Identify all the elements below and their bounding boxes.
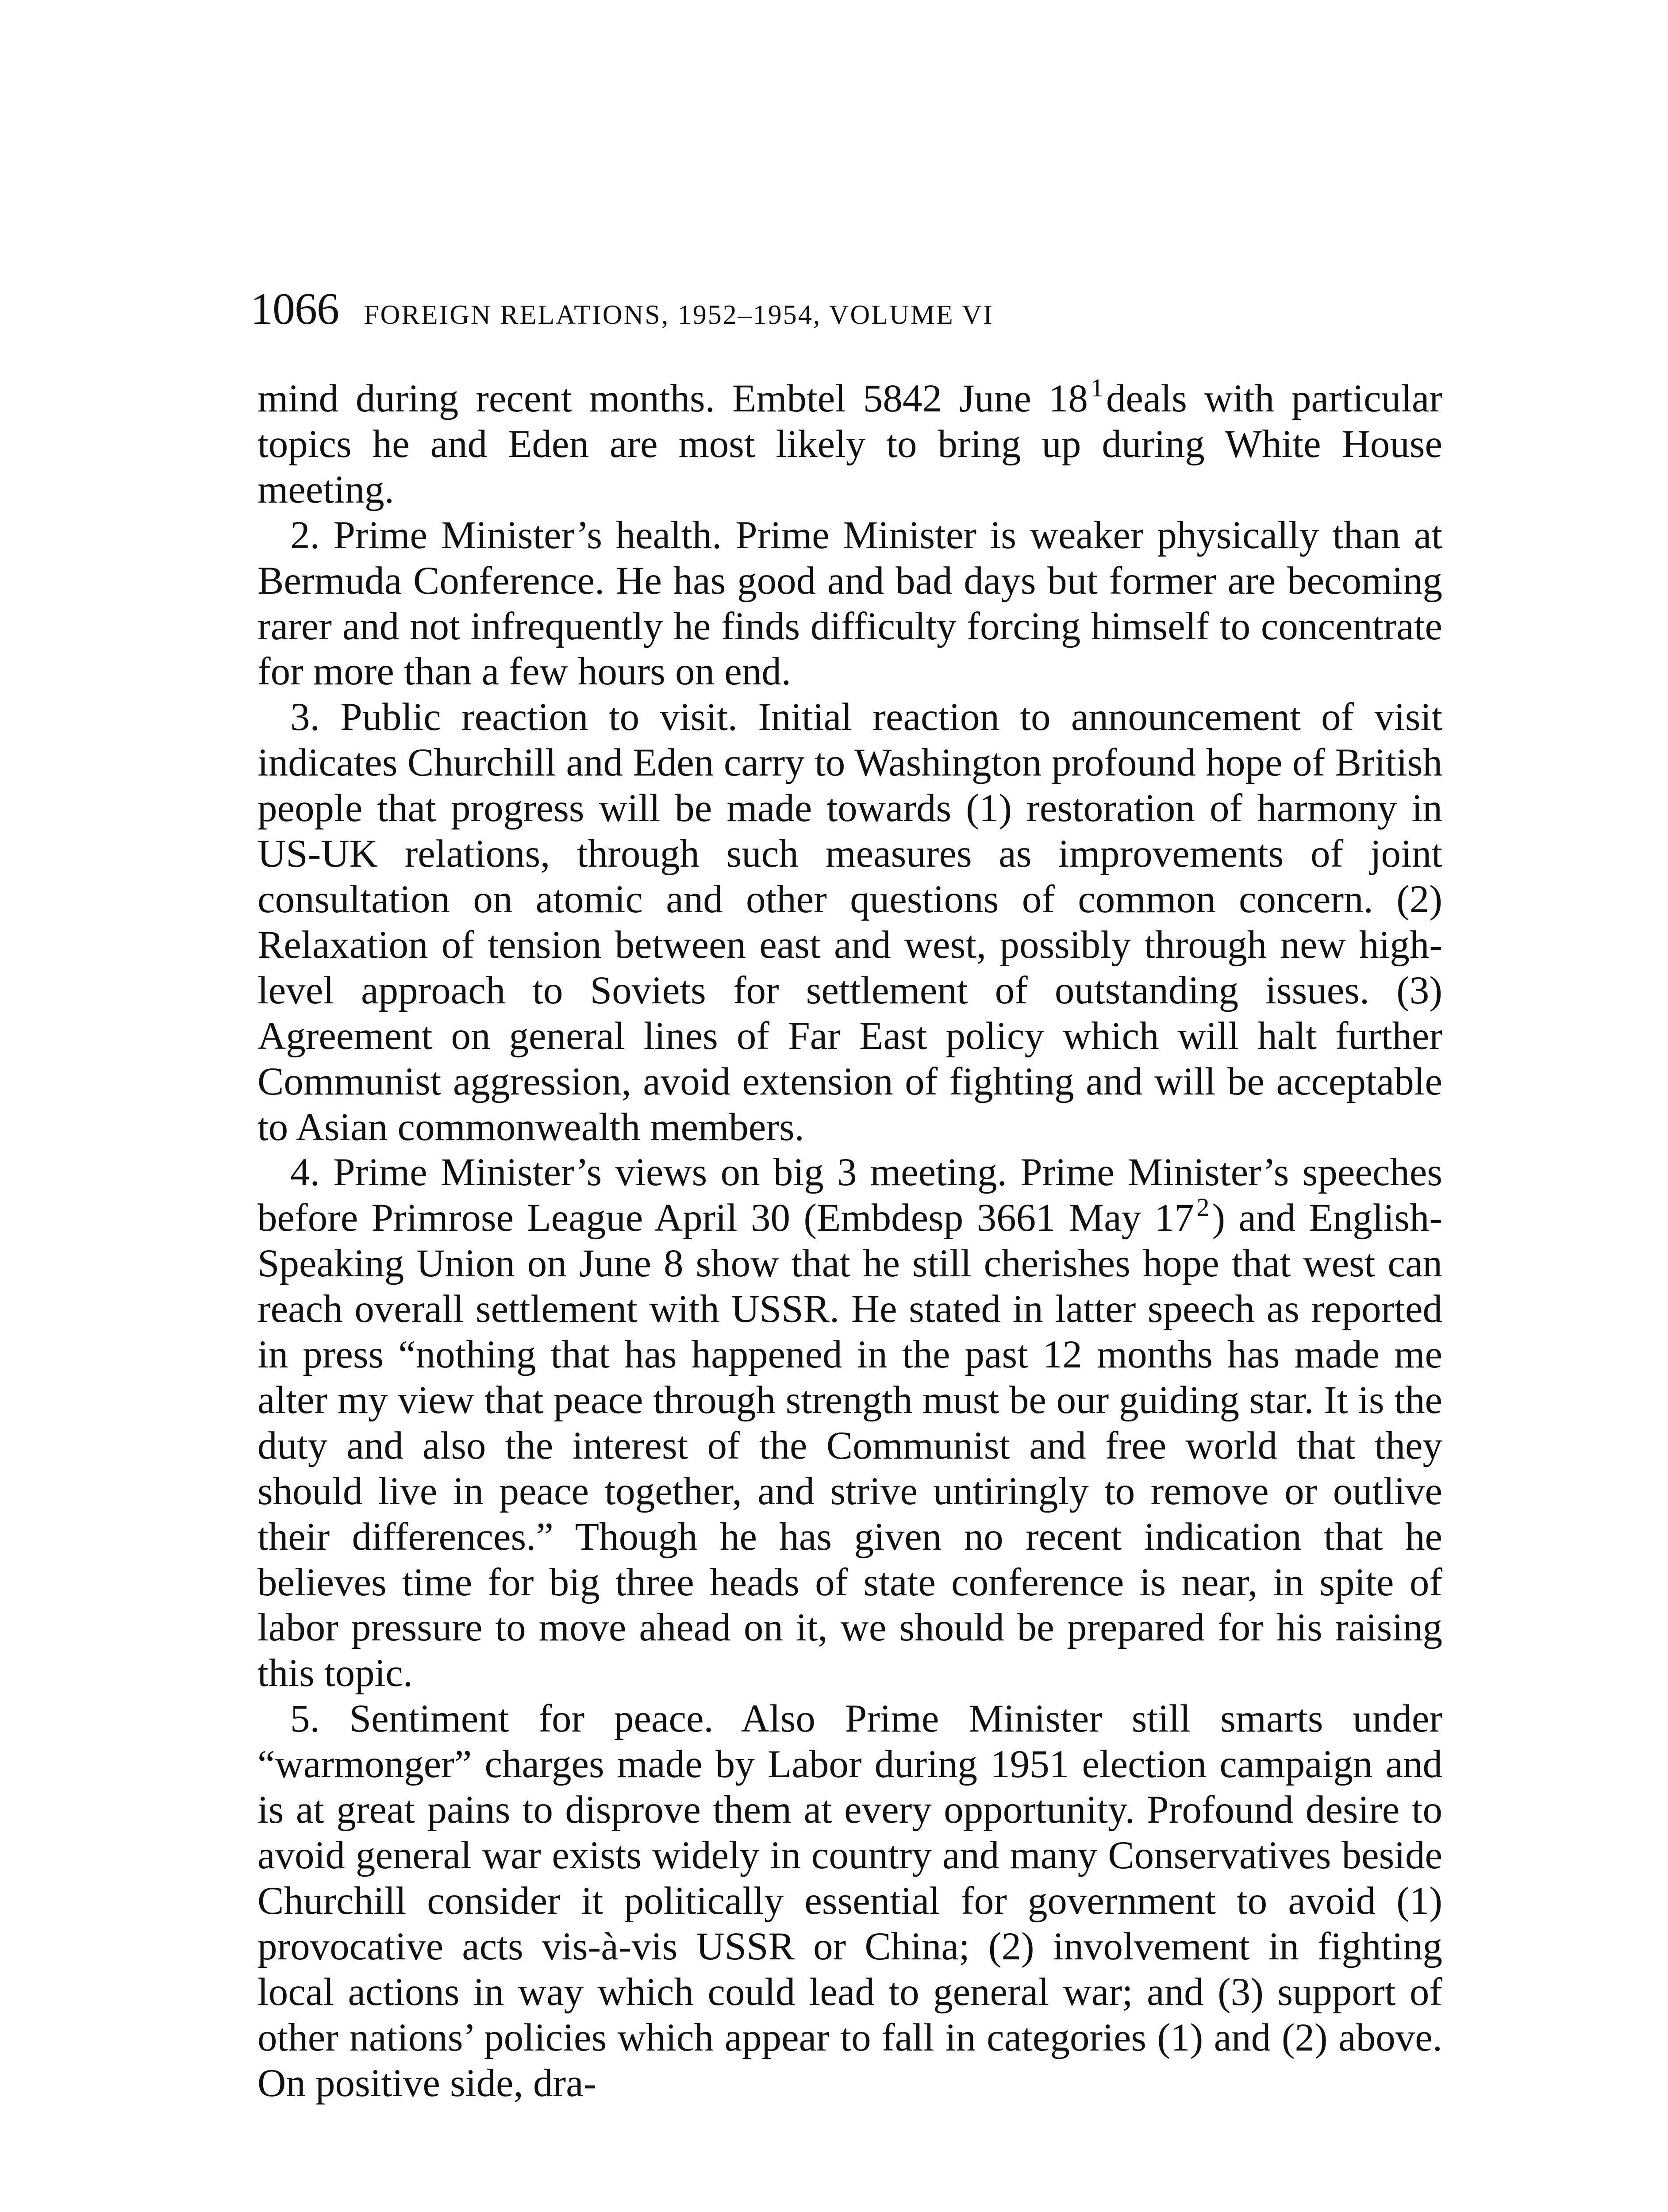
footnote-reference-2: 2 — [1196, 1193, 1210, 1222]
footnote-reference-1: 1 — [1091, 373, 1103, 402]
page-number: 1066 — [250, 284, 339, 334]
paragraph-sentiment-for-peace: 5. Sentiment for peace. Also Prime Minister still smarts under “warmonger” charges made by Labor during 1951 election campaign and is at great pains to disprove them at every opportunity. Profound desire to avoid general war exists widely in country and many Conservatives beside Churchill consider it politically essential for government to avoid (1) provocative acts vis-à-vis USSR or China; (2) involvement in fighting local actions in way which could lead to general war; and (3) support of other nations’ policies which appear to fall in categories (1) and (2) above. On positive side, dra- — [258, 1697, 1442, 2105]
running-title: FOREIGN RELATIONS, 1952–1954, VOLUME VI — [364, 300, 994, 330]
paragraph-text: 4. Prime Minister’s views on big 3 meeting. Prime Minister’s speeches before Primrose League April 30 (Embdesp 3661 May 17 — [258, 1151, 1442, 1240]
body-text — [258, 373, 1443, 2106]
paragraph-public-reaction: 3. Public reaction to visit. Initial reaction to announcement of visit indicates Churchill and Eden carry to Washington profound hope of British people that progress will be made towards (1) restoration of harmony in US-UK relations, through such measures as improvements of joint consultation on atomic and other questions of common concern. (2) Relaxation of tension between east and west, possibly through new high-level approach to Soviets for settlement of outstanding issues. (3) Agreement on general lines of Far East policy which will halt further Communist aggression, avoid extension of fighting and will be acceptable to Asian commonwealth members. — [258, 695, 1442, 1149]
paragraph-text: deals with particular topics he and Eden are most likely to bring up during White House meeting. — [258, 377, 1442, 511]
paragraph-text: mind during recent months. Embtel 5842 June 18 — [258, 377, 1088, 420]
paragraph-prime-ministers-health: 2. Prime Minister’s health. Prime Minister is weaker physically than at Bermuda Conference. He has good and bad days but former are becoming rarer and not infrequently he finds difficulty forcing himself to concentrate for more than a few hours on end. — [258, 513, 1442, 694]
paragraph-continuation — [258, 373, 1442, 513]
paragraph-big-3-meeting — [258, 1150, 1442, 1696]
page-header — [250, 283, 1445, 345]
paragraph-text: ) and English-Speaking Union on June 8 show that he still cherishes hope that west can reach overall settlement with USSR. He stated in latter speech as reported in press “nothing that has happened in the past 12 months has made me alter my view that peace through strength must be our guiding star. It is the duty and also the interest of the Communist and free world that they should live in peace together, and strive untiringly to remove or outlive their differences.” Though he has given no recent indication that he believes time for big three heads of state conference is near, in spite of labor pressure to move ahead on it, we should be prepared for his raising this topic. — [258, 1196, 1443, 1695]
